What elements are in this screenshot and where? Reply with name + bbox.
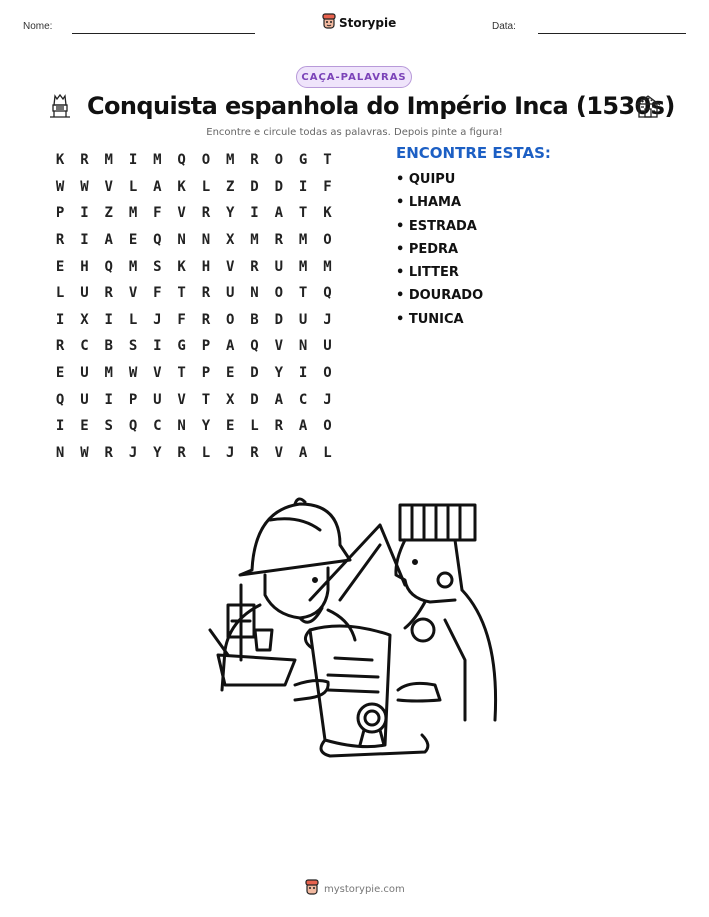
grid-letter[interactable]: T xyxy=(201,391,211,408)
grid-letter[interactable]: C xyxy=(80,338,89,355)
name-line[interactable] xyxy=(72,33,255,34)
word-list-item: • DOURADO xyxy=(396,288,484,304)
grid-letter[interactable]: K xyxy=(177,178,186,195)
grid-row xyxy=(48,413,340,440)
grid-row xyxy=(48,227,340,254)
grid-letter[interactable]: M xyxy=(128,258,138,275)
grid-letter[interactable]: O xyxy=(274,285,284,302)
grid-letter[interactable]: C xyxy=(298,391,308,408)
name-label: Nome: xyxy=(23,21,53,32)
grid-letter[interactable]: H xyxy=(201,258,211,275)
word-list-item: • QUIPU xyxy=(396,172,456,187)
conquistador-and-inca-ruler-illustration xyxy=(200,490,505,769)
grid-letter[interactable]: W xyxy=(55,178,65,195)
brand-name: Storypie xyxy=(339,16,397,30)
grid-letter[interactable]: A xyxy=(274,205,284,222)
grid-letter[interactable]: Y xyxy=(201,418,211,435)
grid-letter[interactable]: G xyxy=(298,152,308,169)
grid-row xyxy=(48,307,340,334)
grid-letter[interactable]: O xyxy=(226,311,235,328)
grid-letter[interactable]: E xyxy=(226,418,235,435)
grid-letter[interactable]: N xyxy=(201,232,211,249)
grid-letter[interactable]: U xyxy=(274,258,284,275)
grid-letter[interactable]: M xyxy=(104,365,113,382)
grid-letter[interactable]: W xyxy=(128,365,138,382)
grid-letter[interactable]: Q xyxy=(177,152,186,169)
grid-letter[interactable]: Q xyxy=(55,391,65,408)
grid-letter[interactable]: I xyxy=(80,232,89,249)
word-list-item: • LITTER xyxy=(396,265,459,281)
grid-letter[interactable]: V xyxy=(128,285,138,302)
grid-letter[interactable]: T xyxy=(298,205,308,222)
category-badge: CAÇA-PALAVRAS xyxy=(296,66,412,88)
grid-letter[interactable]: R xyxy=(250,258,259,275)
grid-letter[interactable]: U xyxy=(153,391,162,408)
grid-letter[interactable]: Y xyxy=(274,365,284,382)
grid-letter[interactable]: E xyxy=(128,232,138,249)
grid-letter[interactable]: H xyxy=(80,258,89,275)
grid-letter[interactable]: A xyxy=(298,444,308,461)
grid-letter[interactable]: U xyxy=(80,285,89,302)
grid-letter[interactable]: I xyxy=(250,205,259,222)
brand-logo xyxy=(322,13,396,33)
grid-letter[interactable]: Z xyxy=(104,205,113,222)
date-line[interactable] xyxy=(538,33,686,34)
grid-letter[interactable]: J xyxy=(226,444,235,461)
grid-letter[interactable]: I xyxy=(298,178,308,195)
grid-letter[interactable]: E xyxy=(55,258,65,275)
grid-letter[interactable]: Q xyxy=(104,258,113,275)
grid-letter[interactable]: R xyxy=(104,285,113,302)
grid-letter[interactable]: T xyxy=(177,365,186,382)
grid-letter[interactable]: I xyxy=(298,365,308,382)
grid-letter[interactable]: R xyxy=(55,338,65,355)
grid-letter[interactable]: B xyxy=(250,311,259,328)
grid-letter[interactable]: V xyxy=(226,258,235,275)
grid-letter[interactable]: M xyxy=(323,258,332,275)
grid-letter[interactable]: K xyxy=(323,205,332,222)
grid-letter[interactable]: G xyxy=(177,338,186,355)
grid-letter[interactable]: O xyxy=(201,152,211,169)
grid-letter[interactable]: N xyxy=(250,285,259,302)
grid-row xyxy=(48,174,340,201)
grid-letter[interactable]: S xyxy=(153,258,162,275)
grid-letter[interactable]: R xyxy=(274,418,284,435)
grid-letter[interactable]: U xyxy=(226,285,235,302)
grid-letter[interactable]: J xyxy=(323,391,332,408)
grid-letter[interactable]: R xyxy=(55,232,65,249)
grid-letter[interactable]: R xyxy=(250,152,259,169)
grid-row xyxy=(48,280,340,307)
grid-row xyxy=(48,147,340,174)
grid-letter[interactable]: A xyxy=(226,338,235,355)
grid-letter[interactable]: I xyxy=(55,418,65,435)
grid-letter[interactable]: P xyxy=(55,205,65,222)
storypie-logo-icon xyxy=(305,879,319,899)
grid-letter[interactable]: R xyxy=(80,152,89,169)
grid-letter[interactable]: X xyxy=(80,311,89,328)
grid-letter[interactable]: R xyxy=(250,444,259,461)
word-list-item: • ESTRADA xyxy=(396,218,477,234)
grid-letter[interactable]: L xyxy=(128,178,138,195)
grid-letter[interactable]: Y xyxy=(153,444,162,461)
grid-letter[interactable]: R xyxy=(104,444,113,461)
grid-row xyxy=(48,253,340,280)
grid-letter[interactable]: U xyxy=(80,391,89,408)
grid-letter[interactable]: X xyxy=(226,391,235,408)
storypie-logo-icon xyxy=(322,13,336,33)
grid-letter[interactable]: O xyxy=(323,365,332,382)
grid-letter[interactable]: Q xyxy=(323,285,332,302)
grid-letter[interactable]: A xyxy=(104,232,113,249)
grid-letter[interactable]: F xyxy=(177,311,186,328)
grid-letter[interactable]: X xyxy=(226,232,235,249)
word-list-item: • LHAMA xyxy=(396,195,462,211)
grid-row xyxy=(48,333,340,360)
grid-letter[interactable]: E xyxy=(226,365,235,382)
grid-letter[interactable]: D xyxy=(250,391,259,408)
grid-letter[interactable]: T xyxy=(323,152,332,169)
grid-letter[interactable]: Q xyxy=(128,418,138,435)
grid-letter[interactable]: U xyxy=(323,338,332,355)
grid-letter[interactable]: R xyxy=(201,205,211,222)
footer-url[interactable]: mystorypie.com xyxy=(324,883,405,895)
grid-letter[interactable]: I xyxy=(153,338,162,355)
grid-letter[interactable]: F xyxy=(323,178,332,195)
grid-letter[interactable]: V xyxy=(104,178,113,195)
grid-letter[interactable]: D xyxy=(274,311,284,328)
date-label: Data: xyxy=(492,21,516,32)
grid-letter[interactable]: M xyxy=(298,258,308,275)
grid-letter[interactable]: Q xyxy=(250,338,259,355)
grid-letter[interactable]: O xyxy=(323,418,332,435)
grid-letter[interactable]: R xyxy=(274,232,284,249)
grid-letter[interactable]: O xyxy=(274,152,284,169)
grid-letter[interactable]: R xyxy=(201,311,211,328)
grid-letter[interactable]: P xyxy=(201,365,211,382)
grid-letter[interactable]: M xyxy=(298,232,308,249)
grid-letter[interactable]: I xyxy=(104,311,113,328)
grid-letter[interactable]: C xyxy=(153,418,162,435)
grid-letter[interactable]: V xyxy=(177,391,186,408)
grid-letter[interactable]: L xyxy=(201,178,211,195)
word-search-grid[interactable] xyxy=(48,147,340,466)
grid-letter[interactable]: I xyxy=(55,311,65,328)
grid-letter[interactable]: A xyxy=(298,418,308,435)
grid-letter[interactable]: V xyxy=(177,205,186,222)
grid-row xyxy=(48,386,340,413)
grid-letter[interactable]: J xyxy=(153,311,162,328)
grid-letter[interactable]: L xyxy=(128,311,138,328)
grid-letter[interactable]: T xyxy=(177,285,186,302)
grid-letter[interactable]: A xyxy=(274,391,284,408)
grid-letter[interactable]: L xyxy=(323,444,332,461)
grid-letter[interactable]: U xyxy=(298,311,308,328)
grid-letter[interactable]: M xyxy=(226,152,235,169)
grid-letter[interactable]: L xyxy=(201,444,211,461)
instructions: Encontre e circule todas as palavras. Depois pinte a figura! xyxy=(206,127,503,138)
grid-letter[interactable]: I xyxy=(128,152,138,169)
grid-letter[interactable]: D xyxy=(250,178,259,195)
grid-letter[interactable]: N xyxy=(177,418,186,435)
grid-letter[interactable]: D xyxy=(250,365,259,382)
grid-letter[interactable]: V xyxy=(274,338,284,355)
grid-letter[interactable]: E xyxy=(55,365,65,382)
grid-letter[interactable]: W xyxy=(80,444,89,461)
grid-letter[interactable]: M xyxy=(153,152,162,169)
footer xyxy=(305,879,405,899)
grid-letter[interactable]: B xyxy=(104,338,113,355)
grid-letter[interactable]: M xyxy=(128,205,138,222)
word-list xyxy=(396,170,483,333)
grid-letter[interactable]: M xyxy=(104,152,113,169)
grid-letter[interactable]: V xyxy=(153,365,162,382)
grid-letter[interactable]: T xyxy=(298,285,308,302)
grid-row xyxy=(48,360,340,387)
grid-letter[interactable]: F xyxy=(153,205,162,222)
grid-letter[interactable]: D xyxy=(274,178,284,195)
grid-letter[interactable]: J xyxy=(323,311,332,328)
grid-letter[interactable]: M xyxy=(250,232,259,249)
grid-letter[interactable]: N xyxy=(298,338,308,355)
grid-letter[interactable]: N xyxy=(177,232,186,249)
grid-letter[interactable]: Q xyxy=(153,232,162,249)
grid-letter[interactable]: P xyxy=(128,391,138,408)
grid-letter[interactable]: S xyxy=(128,338,138,355)
word-list-title: ENCONTRE ESTAS: xyxy=(396,144,551,162)
page-title: Conquista espanhola do Império Inca (1530s) xyxy=(87,92,675,120)
grid-letter[interactable]: O xyxy=(323,232,332,249)
house-icon xyxy=(634,93,662,123)
grid-letter[interactable]: J xyxy=(128,444,138,461)
grid-letter[interactable]: K xyxy=(55,152,65,169)
grid-letter[interactable]: Z xyxy=(226,178,235,195)
grid-letter[interactable]: F xyxy=(153,285,162,302)
grid-row xyxy=(48,200,340,227)
grid-letter[interactable]: R xyxy=(177,444,186,461)
grid-letter[interactable]: W xyxy=(80,178,89,195)
grid-letter[interactable]: I xyxy=(80,205,89,222)
word-list-item: • PEDRA xyxy=(396,241,459,257)
grid-letter[interactable]: V xyxy=(274,444,284,461)
grid-letter[interactable]: I xyxy=(104,391,113,408)
grid-letter[interactable]: S xyxy=(104,418,113,435)
grid-letter[interactable]: P xyxy=(201,338,211,355)
throne-icon xyxy=(47,93,73,123)
grid-letter[interactable]: K xyxy=(177,258,186,275)
word-list-item: • TUNICA xyxy=(396,311,464,327)
grid-letter[interactable]: A xyxy=(153,178,162,195)
grid-letter[interactable]: N xyxy=(55,444,65,461)
grid-letter[interactable]: E xyxy=(80,418,89,435)
grid-letter[interactable]: L xyxy=(55,285,65,302)
grid-letter[interactable]: L xyxy=(250,418,259,435)
grid-letter[interactable]: U xyxy=(80,365,89,382)
grid-row xyxy=(48,440,340,467)
grid-letter[interactable]: Y xyxy=(226,205,235,222)
grid-letter[interactable]: R xyxy=(201,285,211,302)
